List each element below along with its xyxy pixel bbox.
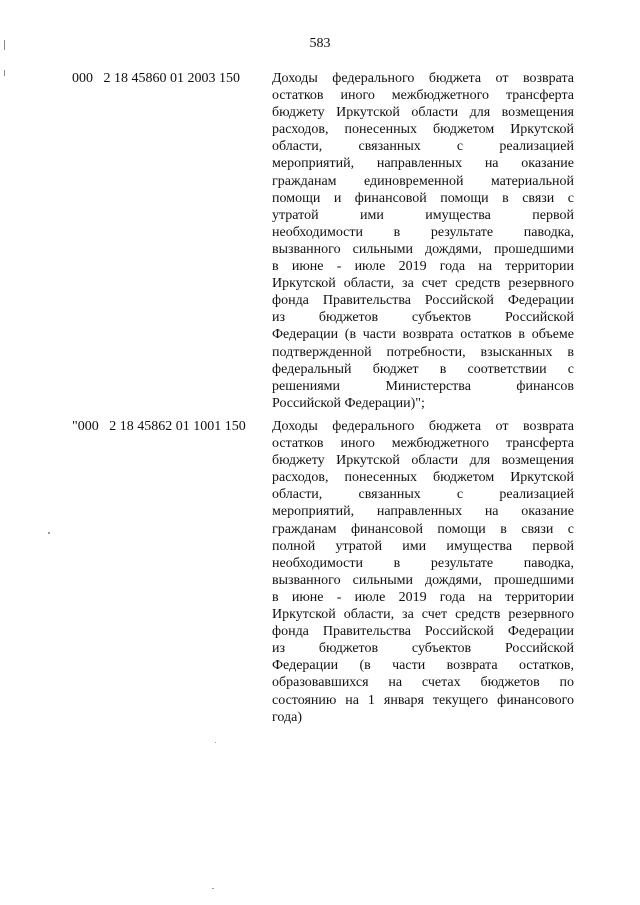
description-line: фонда Правительства Российской Федерации (272, 624, 574, 640)
description-line: Федерации (в части возврата остатков в объеме (272, 327, 574, 343)
description-line: области, связанных с реализацией (272, 487, 574, 503)
description-line: мероприятий, направленных на оказание (272, 504, 574, 520)
description-line: в июне - июле 2019 года на территории (272, 589, 574, 605)
description-line: из бюджетов субъектов Российской (272, 310, 574, 326)
description-line: вызванного сильными дождями, прошедшими (272, 241, 574, 257)
description-line: полной утратой ими имущества первой (272, 538, 574, 554)
description-line: Иркутской области, за счет средств резервного (272, 607, 574, 623)
entry-description (272, 70, 574, 412)
description-line: остатков иного межбюджетного трансферта (272, 436, 574, 452)
description-line: необходимости в результате паводка, (272, 224, 574, 240)
budget-classification-code: "000 2 18 45862 01 1001 150 (72, 419, 246, 434)
description-line: решениями Министерства финансов (272, 378, 574, 394)
description-line: области, связанных с реализацией (272, 139, 574, 155)
description-line: из бюджетов субъектов Российской (272, 641, 574, 657)
description-line: мероприятий, направленных на оказание (272, 156, 574, 172)
description-line: Иркутской области, за счет средств резервного (272, 276, 574, 292)
description-line: Российской Федерации)"; (272, 395, 425, 411)
description-line: Доходы федерального бюджета от возврата (272, 71, 574, 86)
scan-edge-mark (4, 40, 5, 50)
description-line: расходов, понесенных бюджетом Иркутской (272, 470, 574, 486)
description-line: Доходы федерального бюджета от возврата (272, 419, 574, 434)
scan-speck (215, 742, 216, 743)
budget-classification-code: 000 2 18 45860 01 2003 150 (72, 71, 240, 86)
description-line: вызванного сильными дождями, прошедшими (272, 572, 574, 588)
scan-edge-mark (4, 70, 5, 76)
scan-speck (48, 532, 50, 534)
description-line: помощи и финансовой помощи в связи с (272, 190, 574, 206)
scan-speck (212, 888, 214, 889)
description-line: бюджету Иркутской области для возмещения (272, 105, 574, 121)
description-line: расходов, понесенных бюджетом Иркутской (272, 122, 574, 138)
page-number: 583 (309, 36, 331, 51)
description-line: бюджету Иркутской области для возмещения (272, 453, 574, 469)
description-line: года) (272, 709, 302, 725)
description-line: остатков иного межбюджетного трансферта (272, 88, 574, 104)
description-line: в июне - июле 2019 года на территории (272, 259, 574, 275)
description-line: образовавшихся на счетах бюджетов по (272, 675, 574, 691)
description-line: Федерации (в части возврата остатков, (272, 658, 574, 674)
description-line: подтвержденной потребности, взысканных в (272, 344, 574, 360)
description-line: федеральный бюджет в соответствии с (272, 361, 574, 377)
description-line: гражданам единовременной материальной (272, 173, 574, 189)
description-line: утратой ими имущества первой (272, 207, 574, 223)
description-line: необходимости в результате паводка, (272, 555, 574, 571)
description-line: гражданам финансовой помощи в связи с (272, 521, 574, 537)
entry-description (272, 418, 574, 726)
description-line: состоянию на 1 января текущего финансового (272, 692, 574, 708)
description-line: фонда Правительства Российской Федерации (272, 293, 574, 309)
